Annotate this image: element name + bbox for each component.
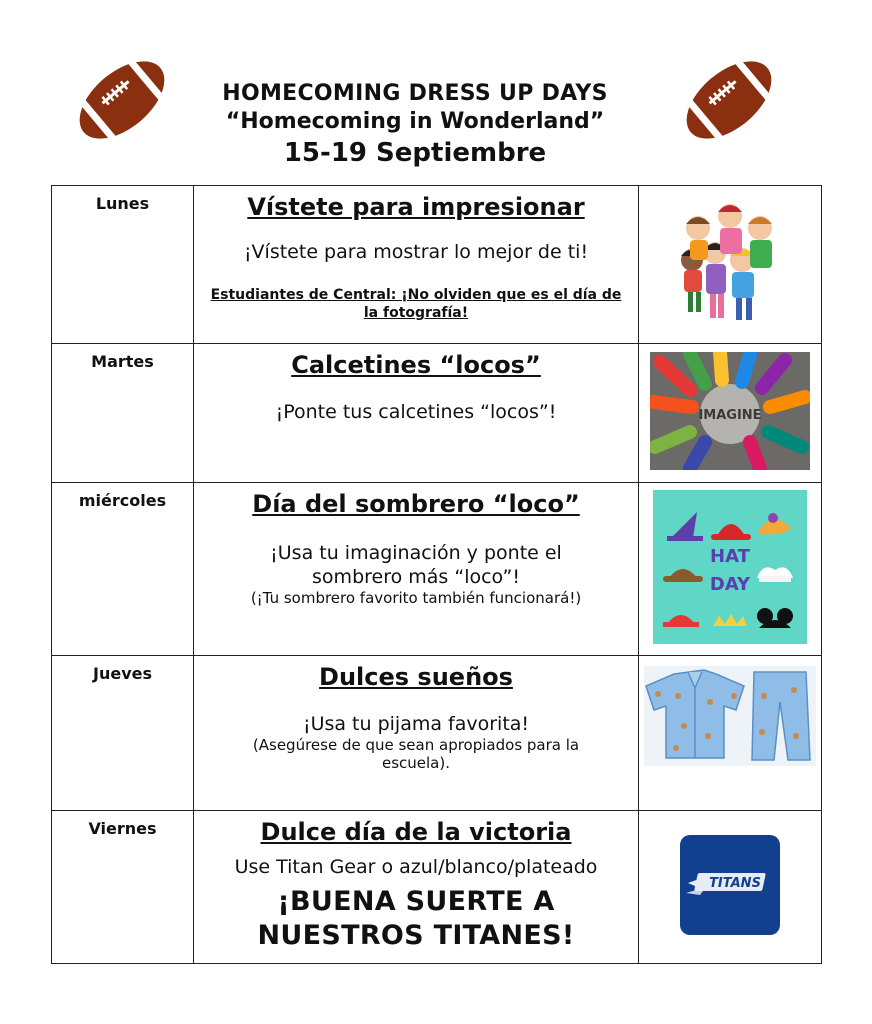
- header-dates: 15-19 Septiembre: [283, 138, 547, 168]
- football-icon: [680, 52, 778, 148]
- day-description: [194, 483, 639, 656]
- day-text: Use Titan Gear o azul/blanco/plateado: [234, 856, 598, 878]
- kids-group-icon: [670, 198, 790, 328]
- day-label: Jueves: [52, 656, 194, 811]
- day-text: ¡Ponte tus calcetines “locos”!: [275, 401, 557, 423]
- day-title: Dulce día de la victoria: [260, 818, 572, 846]
- day-title: Dulces sueños: [319, 663, 513, 691]
- day-text: ¡Usa tu pijama favorita!: [302, 713, 530, 735]
- pajamas-icon: [644, 666, 816, 766]
- table-row: [52, 483, 822, 656]
- day-text: ¡Usa tu imaginación y ponte el: [270, 542, 562, 564]
- hat-day-icon: [653, 490, 807, 644]
- day-text-image: DAY: [709, 574, 751, 595]
- imagine-text: IMAGINE: [698, 408, 762, 423]
- day-image-cell: [639, 656, 822, 811]
- titans-text: TITANS: [709, 876, 761, 891]
- table-row: [52, 186, 822, 344]
- day-small-text: (¡Tu sombrero favorito también funcionará!): [250, 589, 582, 607]
- day-small-text: (Asegúrese de que sean apropiados para la escuela).: [252, 736, 580, 772]
- table-row: [52, 344, 822, 483]
- table-row: [52, 656, 822, 811]
- day-image-cell: [639, 811, 822, 964]
- day-text: sombrero más “loco”!: [312, 566, 520, 588]
- day-text: ¡Vístete para mostrar lo mejor de ti!: [243, 241, 589, 263]
- day-description: [194, 811, 639, 964]
- titans-logo: [680, 835, 780, 935]
- day-title: Día del sombrero “loco”: [252, 490, 580, 518]
- schedule-table: [51, 185, 822, 964]
- day-description: [194, 344, 639, 483]
- header-theme: “Homecoming in Wonderland”: [225, 109, 605, 134]
- football-icon: [73, 52, 171, 148]
- day-title: Vístete para impresionar: [247, 193, 585, 221]
- day-label: miércoles: [52, 483, 194, 656]
- table-row: [52, 811, 822, 964]
- day-description: [194, 656, 639, 811]
- crazy-socks-photo: [650, 352, 810, 470]
- day-image-cell: [639, 483, 822, 656]
- good-luck-text: ¡BUENA SUERTE A NUESTROS TITANES!: [257, 886, 575, 951]
- day-image-cell: [639, 344, 822, 483]
- day-label: Lunes: [52, 186, 194, 344]
- day-description: [194, 186, 639, 344]
- day-note: Estudiantes de Central: ¡No olviden que es el día de la fotografía!: [210, 287, 622, 321]
- header-title: HOMECOMING DRESS UP DAYS: [222, 81, 608, 106]
- day-label: Viernes: [52, 811, 194, 964]
- day-image-cell: [639, 186, 822, 344]
- page-header: [190, 80, 640, 170]
- day-label: Martes: [52, 344, 194, 483]
- day-title: Calcetines “locos”: [291, 351, 541, 379]
- hat-text: HAT: [710, 546, 750, 567]
